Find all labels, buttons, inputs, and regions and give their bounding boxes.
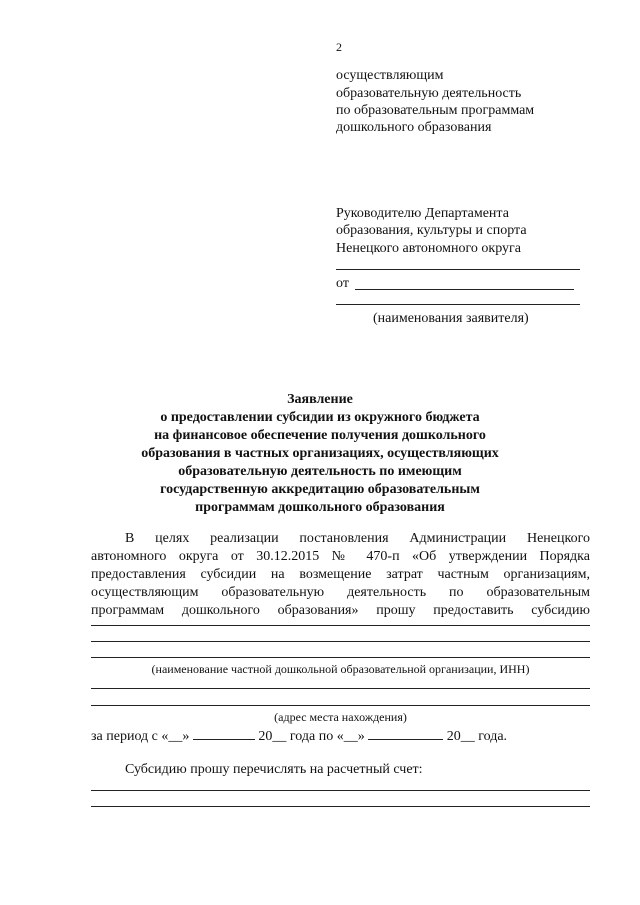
account-line: Субсидию прошу перечислять на расчетный счет: (125, 762, 423, 777)
from-label: от (336, 276, 349, 291)
addressee-line-3: Ненецкого автономного округа (336, 241, 521, 256)
title-line-5: образовательную деятельность по имеющим (178, 464, 462, 479)
org-blank-line-2 (91, 641, 590, 642)
period-start: за период с «__» (91, 729, 193, 744)
applicant-caption: (наименования заявителя) (373, 311, 529, 326)
addressee-blank-line (336, 269, 580, 270)
addressee-line-2: образования, культуры и спорта (336, 223, 527, 238)
period-month-from-blank (193, 727, 255, 740)
body-line-4: осуществляющим образовательную деятельность по образовательным (91, 585, 590, 600)
address-blank-line-2 (91, 705, 590, 706)
org-caption: (наименование частной дошкольной образовательной организации, ИНН) (151, 662, 530, 676)
org-blank-line-3 (91, 657, 590, 658)
title-line-4: образования в частных организациях, осуществляющих (141, 446, 499, 461)
org-blank-line-1 (91, 625, 590, 626)
period-end: 20__ года. (443, 729, 508, 744)
account-blank-line-1 (91, 790, 590, 791)
header-line-4: дошкольного образования (336, 120, 492, 135)
addressee-line-1: Руководителю Департамента (336, 206, 509, 221)
page-number: 2 (336, 40, 342, 54)
period-line (91, 727, 507, 745)
header-line-2: образовательную деятельность (336, 86, 522, 101)
body-line-5: программам дошкольного образования» прошу предоставить субсидию (91, 603, 590, 618)
period-month-to-blank (368, 727, 443, 740)
title-line-7: программам дошкольного образования (195, 500, 445, 515)
title-line-2: о предоставлении субсидии из окружного бюджета (160, 410, 480, 425)
from-blank-line (355, 289, 574, 290)
header-line-3: по образовательным программам (336, 103, 535, 118)
title-line-1: Заявление (287, 392, 353, 407)
period-middle: 20__ года по «__» (254, 729, 369, 744)
applicant-blank-line (336, 304, 580, 305)
account-blank-line-2 (91, 806, 590, 807)
title-line-6: государственную аккредитацию образовательным (160, 482, 480, 497)
title-line-3: на финансовое обеспечение получения дошкольного (154, 428, 486, 443)
body-line-1: В целях реализации постановления Администрации Ненецкого (125, 531, 590, 546)
address-blank-line-1 (91, 688, 590, 689)
address-caption: (адрес места нахождения) (274, 710, 407, 724)
body-line-3: предоставления субсидии на возмещение затрат частным организациям, (91, 567, 590, 582)
body-line-2: автономного округа от 30.12.2015 № 470-п «Об утверждении Порядка (91, 549, 590, 564)
header-line-1: осуществляющим (336, 68, 444, 83)
